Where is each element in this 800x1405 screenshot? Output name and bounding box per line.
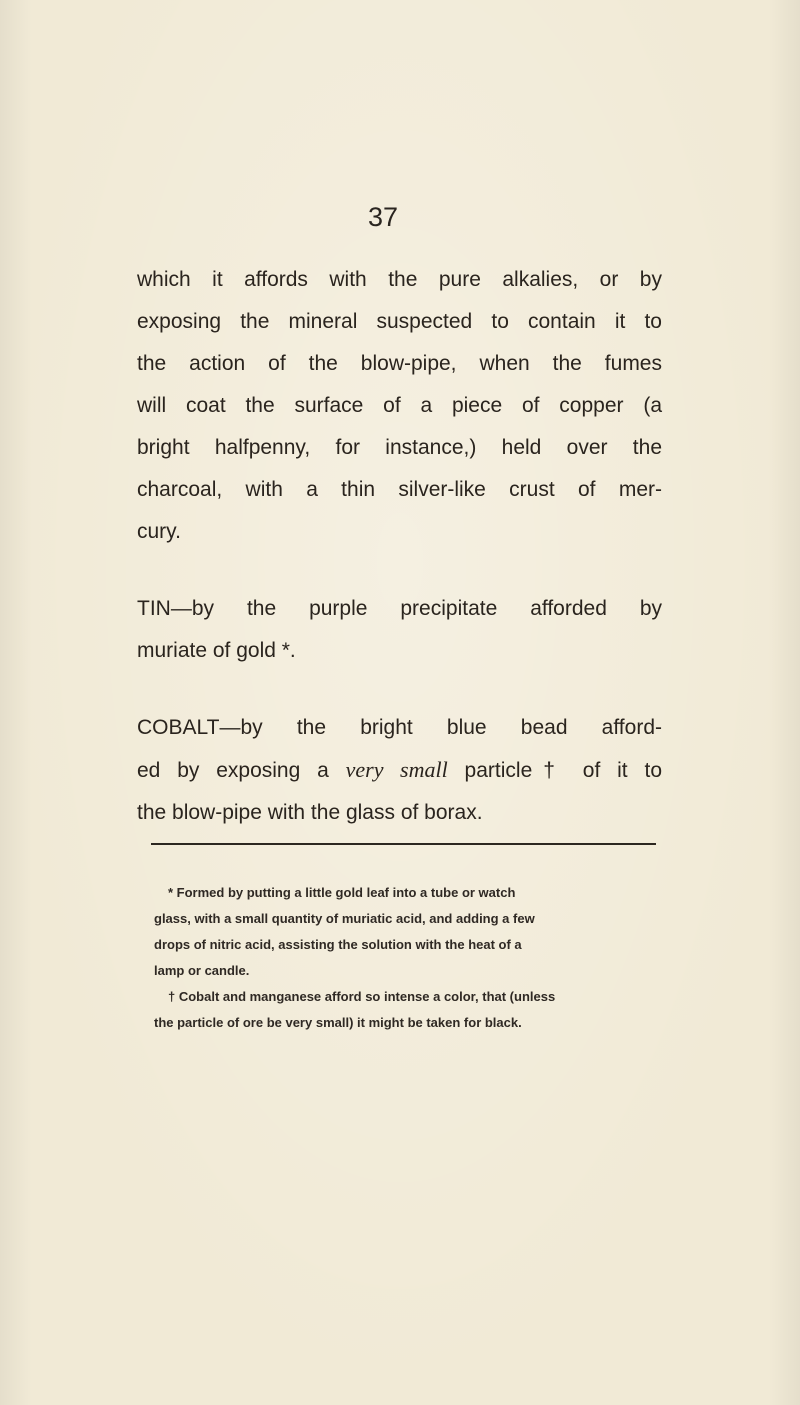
text-line: the action of the blow-pipe, when the fumes	[137, 352, 662, 375]
text-line: exposing the mineral suspected to contain it to	[137, 310, 662, 333]
text-line: COBALT—by the bright blue bead afford-	[137, 716, 662, 739]
paragraph-tin	[137, 588, 662, 672]
paragraph-mercury	[137, 259, 662, 553]
text-line: the blow-pipe with the glass of borax.	[137, 801, 483, 824]
emphasis-text: very small	[345, 757, 448, 782]
text-fragment: particle† of it to	[447, 759, 662, 782]
text-line: muriate of gold *.	[137, 639, 296, 662]
main-text	[137, 259, 662, 834]
footnote-line: glass, with a small quantity of muriatic acid, and adding a few	[154, 911, 535, 926]
footnote-gold	[154, 880, 664, 984]
footnote-line: † Cobalt and manganese afford so intense a color, that (unless	[168, 989, 556, 1004]
page-number: 37	[368, 202, 399, 232]
text-line: which it affords with the pure alkalies, or by	[137, 268, 662, 291]
text-line: TIN—by the purple precipitate afforded by	[137, 597, 662, 620]
footnote-line: lamp or candle.	[154, 963, 250, 978]
text-line: cury.	[137, 520, 181, 543]
text-fragment: ed by exposing a	[137, 759, 346, 782]
footnote-line: the particle of ore be very small) it might be taken for black.	[154, 1015, 522, 1030]
footnotes	[154, 880, 664, 1036]
footnote-line: * Formed by putting a little gold leaf into a tube or watch	[168, 885, 516, 900]
text-line	[137, 749, 662, 792]
text-line: charcoal, with a thin silver-like crust of mer-	[137, 478, 662, 501]
footnote-line: drops of nitric acid, assisting the solution with the heat of a	[154, 937, 522, 952]
paragraph-cobalt	[137, 707, 662, 834]
text-line: bright halfpenny, for instance,) held over the	[137, 436, 662, 459]
footnote-cobalt	[154, 984, 664, 1036]
text-line: will coat the surface of a piece of copper (a	[137, 394, 662, 417]
paragraph-gap	[137, 672, 662, 707]
footnote-divider	[151, 843, 656, 845]
paragraph-gap	[137, 553, 662, 588]
